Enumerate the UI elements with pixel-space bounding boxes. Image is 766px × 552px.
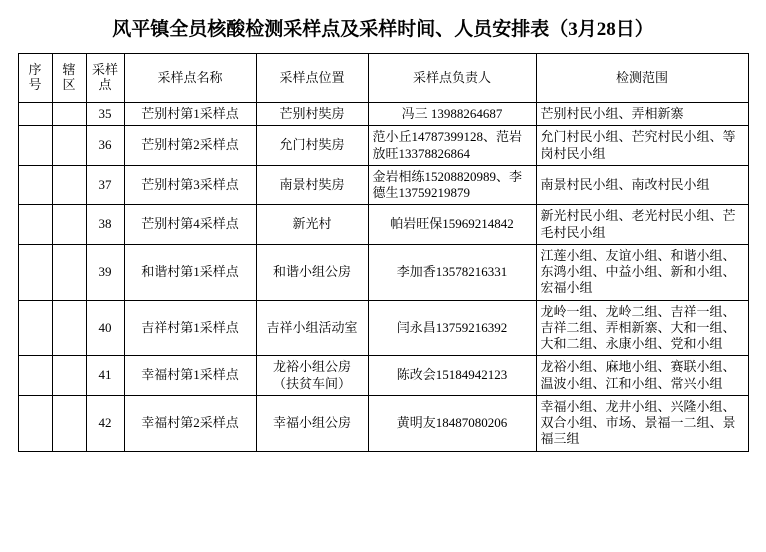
column-header-name	[124, 54, 256, 103]
table-row	[18, 300, 748, 356]
cell-district	[52, 356, 86, 396]
cell-head: 陈改会15184942123	[368, 356, 536, 396]
cell-head: 金岩相练15208820989、李德生13759219879	[368, 165, 536, 205]
column-header-point	[86, 54, 124, 103]
cell-seq	[18, 244, 52, 300]
cell-head: 黄明友18487080206	[368, 395, 536, 451]
column-header-head-label: 采样点负责人	[412, 69, 491, 85]
cell-scope: 龙裕小组、麻地小组、赛联小组、温波小组、江和小组、常兴小组	[536, 356, 748, 396]
column-header-location	[256, 54, 368, 103]
cell-name: 幸福村第2采样点	[124, 395, 256, 451]
cell-location: 吉祥小组活动室	[256, 300, 368, 356]
cell-name: 芒别村第3采样点	[124, 165, 256, 205]
cell-location: 允门村奘房	[256, 126, 368, 166]
cell-seq	[18, 165, 52, 205]
cell-head: 冯三 13988264687	[368, 103, 536, 126]
cell-scope: 芒别村民小组、弄相新寨	[536, 103, 748, 126]
cell-seq	[18, 395, 52, 451]
table-header-row	[18, 54, 748, 103]
cell-district	[52, 126, 86, 166]
column-header-scope-label: 检测范围	[615, 69, 668, 85]
cell-point: 41	[86, 356, 124, 396]
cell-name: 和谐村第1采样点	[124, 244, 256, 300]
column-header-location-label: 采样点位置	[279, 69, 345, 85]
page-title: 风平镇全员核酸检测采样点及采样时间、人员安排表（3月28日）	[112, 19, 654, 40]
cell-location: 幸福小组公房	[256, 395, 368, 451]
cell-seq	[18, 103, 52, 126]
cell-head: 范小丘14787399128、范岩放旺13378826864	[368, 126, 536, 166]
table-row	[18, 103, 748, 126]
cell-point: 35	[86, 103, 124, 126]
cell-name: 吉祥村第1采样点	[124, 300, 256, 356]
table-body	[18, 103, 748, 452]
cell-scope: 江莲小组、友谊小组、和谐小组、东鸿小组、中益小组、新和小组、宏福小组	[536, 244, 748, 300]
cell-head: 帕岩旺保15969214842	[368, 205, 536, 245]
column-header-head	[368, 54, 536, 103]
cell-district	[52, 244, 86, 300]
cell-seq	[18, 126, 52, 166]
cell-seq	[18, 300, 52, 356]
cell-district	[52, 165, 86, 205]
cell-seq	[18, 356, 52, 396]
column-header-seq-label: 序号	[28, 62, 42, 92]
cell-point: 38	[86, 205, 124, 245]
cell-location: 南景村奘房	[256, 165, 368, 205]
cell-head: 闫永昌13759216392	[368, 300, 536, 356]
table-row	[18, 126, 748, 166]
cell-district	[52, 395, 86, 451]
cell-district	[52, 300, 86, 356]
cell-location: 新光村	[256, 205, 368, 245]
table-row	[18, 165, 748, 205]
cell-location: 芒别村奘房	[256, 103, 368, 126]
table-row	[18, 395, 748, 451]
cell-scope: 南景村民小组、南改村民小组	[536, 165, 748, 205]
column-header-district-label: 辖区	[62, 62, 76, 92]
cell-district	[52, 205, 86, 245]
table-row	[18, 244, 748, 300]
cell-location: 龙裕小组公房（扶贫车间）	[256, 356, 368, 396]
cell-scope: 龙岭一组、龙岭二组、吉祥一组、吉祥二组、弄相新寨、大和一组、大和二组、永康小组、党和小组	[536, 300, 748, 356]
cell-point: 36	[86, 126, 124, 166]
cell-head: 李加香13578216331	[368, 244, 536, 300]
column-header-district	[52, 54, 86, 103]
cell-point: 40	[86, 300, 124, 356]
sampling-schedule-table	[18, 53, 749, 452]
column-header-point-label: 采样点	[91, 62, 118, 92]
cell-name: 芒别村第4采样点	[124, 205, 256, 245]
cell-point: 39	[86, 244, 124, 300]
cell-name: 幸福村第1采样点	[124, 356, 256, 396]
table-row	[18, 356, 748, 396]
cell-scope: 允门村民小组、芒究村民小组、等岗村民小组	[536, 126, 748, 166]
column-header-seq	[18, 54, 52, 103]
cell-district	[52, 103, 86, 126]
cell-scope: 新光村民小组、老光村民小组、芒毛村民小组	[536, 205, 748, 245]
column-header-name-label: 采样点名称	[157, 69, 223, 85]
column-header-scope	[536, 54, 748, 103]
cell-point: 42	[86, 395, 124, 451]
cell-point: 37	[86, 165, 124, 205]
cell-scope: 幸福小组、龙井小组、兴隆小组、双合小组、市场、景福一二组、景福三组	[536, 395, 748, 451]
table-row	[18, 205, 748, 245]
cell-location: 和谐小组公房	[256, 244, 368, 300]
cell-name: 芒别村第2采样点	[124, 126, 256, 166]
cell-seq	[18, 205, 52, 245]
cell-name: 芒别村第1采样点	[124, 103, 256, 126]
